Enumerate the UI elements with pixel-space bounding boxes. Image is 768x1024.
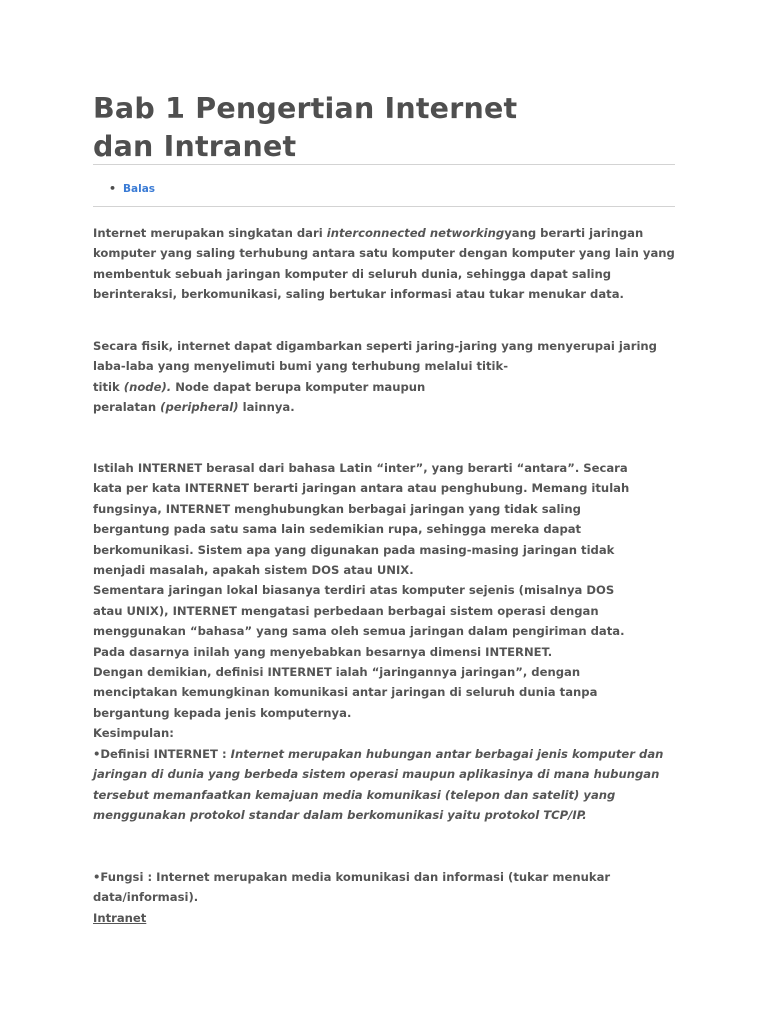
p3-line: Pada dasarnya inilah yang menyebabkan besarnya dimensi INTERNET. — [93, 644, 553, 659]
p3-line: atau UNIX), INTERNET mengatasi perbedaan berbagai sistem operasi dengan — [93, 603, 599, 618]
p3-line: Dengan demikian, definisi INTERNET ialah “jaringannya jaringan”, dengan — [93, 665, 581, 680]
function-text: •Fungsi : Internet merupakan media komunikasi dan informasi (tukar menukar data/informasi). — [93, 870, 611, 905]
article-title — [93, 90, 675, 166]
actions-divider — [93, 206, 675, 207]
definition-block — [93, 744, 683, 826]
p2-text-d: peralatan — [93, 400, 161, 415]
intranet-heading: Intranet — [93, 910, 147, 925]
p1-emphasis: interconnected networking — [326, 226, 505, 240]
bullet-icon: • — [109, 182, 117, 195]
paragraph-internet-definition — [93, 223, 683, 305]
action-item-reply — [109, 180, 156, 198]
p2-text-e: lainnya. — [238, 400, 295, 415]
p1-text-a: Internet merupakan singkatan dari — [93, 226, 327, 240]
p2-emphasis-node: (node). — [123, 379, 172, 394]
p3-line: menggunakan “bahasa” yang sama oleh semua jaringan dalam pengiriman data. — [93, 624, 625, 639]
p2-text-a: Secara fisik, internet dapat digambarkan seperti jaring-jaring yang menyerupai jaring laba-laba yang menyelimuti bumi yang terhubung melalui titik- — [93, 339, 657, 374]
definition-text: Internet merupakan hubungan antar berbagai jenis komputer dan jaringan di dunia yang berbeda sistem operasi maupun aplikasinya di mana hubungan tersebut memanfaatkan kemajuan media komunikasi (telepon dan satelit) yang menggunakan protokol standar dalam berkomunikasi yaitu protokol TCP/IP. — [93, 746, 664, 822]
p3-line: kata per kata INTERNET berarti jaringan antara atau penghubung. Memang itulah — [93, 481, 630, 496]
paragraph-function — [93, 867, 683, 928]
p2-emphasis-peripheral: (peripheral) — [160, 400, 239, 415]
p3-line: berkomunikasi. Sistem apa yang digunakan pada masing-masing jaringan tidak — [93, 542, 615, 557]
p3-line: Istilah INTERNET berasal dari bahasa Latin “inter”, yang berarti “antara”. Secara — [93, 461, 628, 475]
paragraph-physical — [93, 336, 683, 418]
p3-line: menjadi masalah, apakah sistem DOS atau UNIX. — [93, 563, 414, 578]
title-line-1: Bab 1 Pengertian Internet — [93, 92, 518, 125]
p3-line: bergantung pada satu sama lain sedemikian rupa, sehingga mereka dapat — [93, 522, 582, 537]
p2-text-c: Node dapat berupa komputer maupun — [171, 379, 426, 394]
p3-line: fungsinya, INTERNET menghubungkan berbagai jaringan yang tidak saling — [93, 501, 581, 516]
p2-text-b: titik — [93, 379, 124, 394]
title-divider — [93, 164, 675, 165]
article-actions — [109, 180, 156, 198]
title-line-2: dan Intranet — [93, 130, 297, 163]
p3-line: bergantung kepada jenis komputernya. — [93, 705, 352, 720]
p3-line: menciptakan kemungkinan komunikasi antar jaringan di seluruh dunia tanpa — [93, 685, 598, 700]
definition-label: •Definisi INTERNET : — [93, 746, 231, 761]
reply-link[interactable]: Balas — [123, 183, 156, 195]
conclusion-heading: Kesimpulan: — [93, 726, 174, 741]
p1-text-b: yang berarti jaringan komputer yang saling terhubung antara satu komputer dengan komputer yang lain yang membentuk sebuah jaringan komputer di seluruh dunia, sehingga dapat saling berinteraksi, berkomunikasi, saling bertukar informasi atau tukar menukar data. — [93, 226, 675, 302]
p3-line: Sementara jaringan lokal biasanya terdiri atas komputer sejenis (misalnya DOS — [93, 583, 615, 598]
paragraph-etymology — [93, 458, 683, 825]
